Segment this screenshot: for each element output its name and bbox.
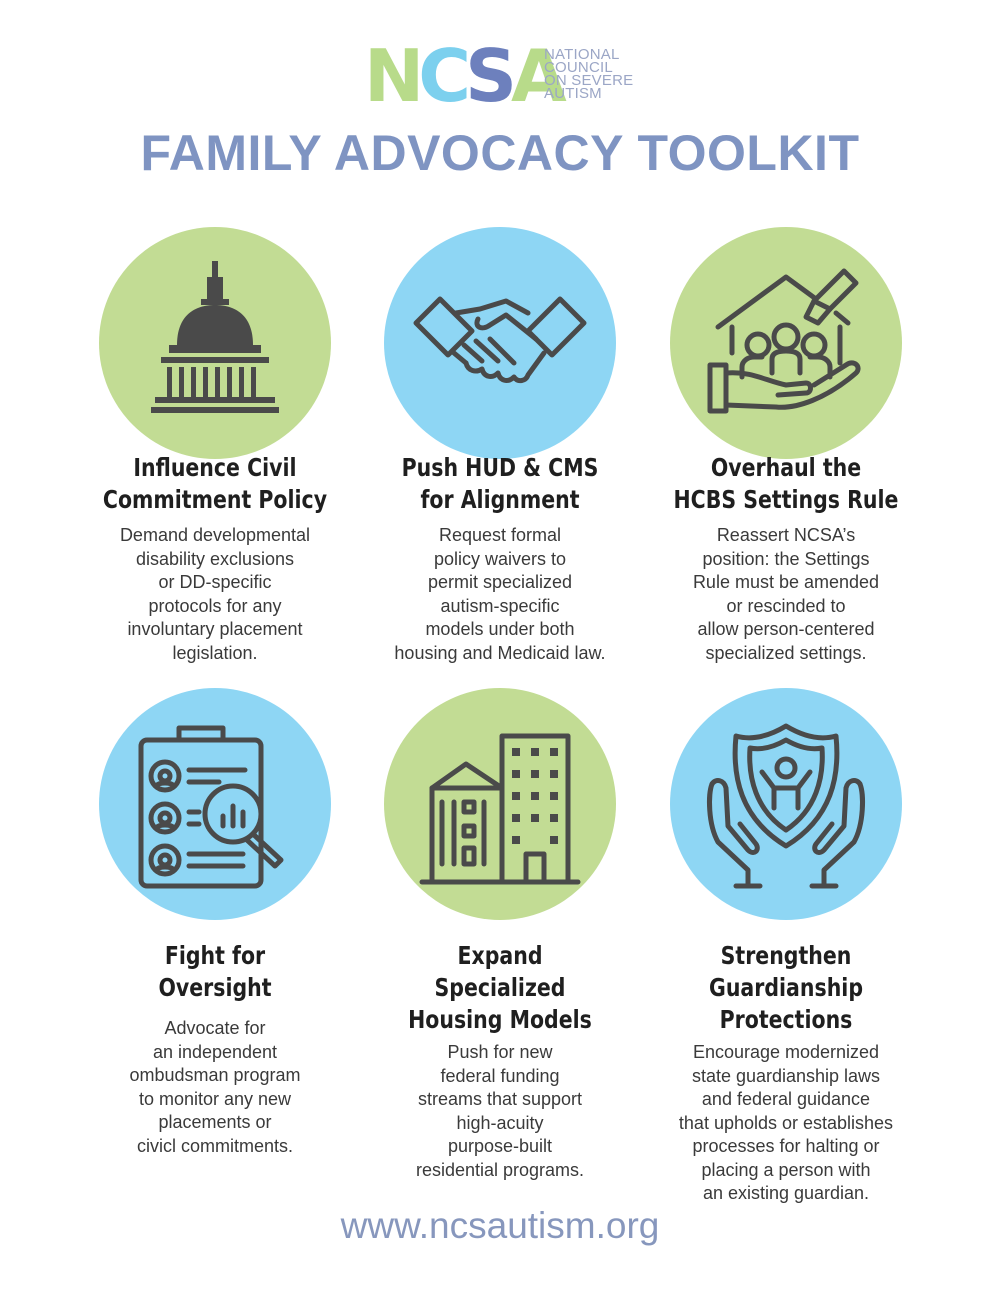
card-text-line: processes for halting or [692,1136,880,1156]
card-text-line: allow person-centered [697,619,875,639]
card-description [350,524,650,665]
card-text-line: residential programs. [415,1159,585,1180]
card-title-line: HCBS Settings Rule [673,485,899,514]
website-url[interactable]: www.ncsautism.org [340,1205,660,1246]
capitol-dome-icon [125,253,305,433]
card-title-line: Overhaul the [710,453,862,482]
buildings-icon [410,714,590,894]
logo-subtitle-line: COUNCIL [544,59,613,76]
card-text-line: high-acuity [456,1112,544,1133]
card-description [65,1017,365,1158]
card-title [377,452,623,516]
card-description [350,1041,650,1182]
logo-subtitle-line: AUTISM [544,85,602,102]
card-title-line: Commitment Policy [102,485,328,514]
logo-letter-c: C [418,34,466,118]
card-text-line: an independent [152,1041,278,1062]
card-title [663,940,909,1036]
card-title-line: Protections [719,1005,853,1034]
card-title [377,940,623,1036]
handshake-icon [410,253,590,433]
logo-letters [364,34,561,118]
card-text-line: disability exclusions [135,548,295,569]
card-text-line: and federal guidance [701,1089,871,1109]
card-title-line: Influence Civil [133,453,297,482]
card-title-line: Expand [457,941,543,970]
card-text-line: permit specialized [427,572,573,592]
logo-letter-a: A [510,34,561,118]
card-text-line: policy waivers to [433,548,567,569]
card-text-line: models under both [425,619,575,639]
family-home-in-hand-icon [696,253,876,433]
card-title-line: Specialized [434,973,566,1002]
card-text-line: Demand developmental [119,525,311,545]
card-text-line: purpose-built [447,1136,553,1156]
icon-circle [384,688,616,920]
icon-circle [384,227,616,459]
card-description [636,1041,936,1206]
card-text-line: to monitor any new [138,1088,292,1109]
card-text-line: that upholds or establishes [678,1112,894,1133]
icon-circle [99,227,331,459]
card-text-line: ombudsman program [129,1065,301,1085]
card-text-line: involuntary placement [127,619,303,639]
logo-subtitle [544,48,654,100]
card-text-line: or DD-specific [158,572,272,592]
logo-letter-s: S [465,34,511,118]
card-text-line: position: the Settings [702,548,870,569]
icon-circle [99,688,331,920]
card-text-line: housing and Medicaid law. [394,642,606,663]
logo-subtitle-line: ON SEVERE [544,72,634,89]
card-title-line: Strengthen [720,941,852,970]
card-title-line: Oversight [158,973,272,1002]
card-title-line: for Alignment [420,485,580,514]
card-text-line: Rule must be amended [692,572,880,592]
card-text-line: Encourage modernized [692,1042,880,1062]
card-text-line: protocols for any [148,595,282,616]
card-text-line: Request formal [438,525,562,545]
logo-letter-n: N [364,34,419,118]
card-text-line: Push for new [447,1042,553,1062]
ncsa-logo [364,34,644,118]
card-title [663,452,909,516]
card-title-line: Housing Models [408,1005,592,1034]
card-text-line: federal funding [440,1065,560,1086]
card-title [92,940,338,1004]
card-text-line: civicl commitments. [136,1135,293,1156]
card-text-line: state guardianship laws [691,1065,881,1086]
card-text-line: legislation. [172,642,258,663]
card-text-line: specialized settings. [705,642,867,663]
shield-hands-person-icon [696,714,876,894]
icon-circle [670,227,902,459]
icon-circle [670,688,902,920]
card-text-line: or rescinded to [726,595,846,616]
card-text-line: autism-specific [440,595,560,616]
card-text-line: Advocate for [164,1018,266,1038]
clipboard-magnifier-icon [125,714,305,894]
logo-subtitle-line: NATIONAL [544,46,620,63]
card-text-line: Reassert NCSA’s [716,525,856,545]
card-title-line: Guardianship [708,973,863,1002]
card-title-line: Fight for [164,941,266,970]
card-title [92,452,338,516]
card-description [636,524,936,665]
page-title: FAMILY ADVOCACY TOOLKIT [140,125,860,181]
card-title-line: Push HUD & CMS [401,453,599,482]
card-text-line: placements or [158,1112,272,1132]
card-description [65,524,365,665]
card-text-line: streams that support [417,1089,583,1109]
card-text-line: an existing guardian. [702,1183,870,1203]
card-text-line: placing a person with [701,1159,871,1180]
